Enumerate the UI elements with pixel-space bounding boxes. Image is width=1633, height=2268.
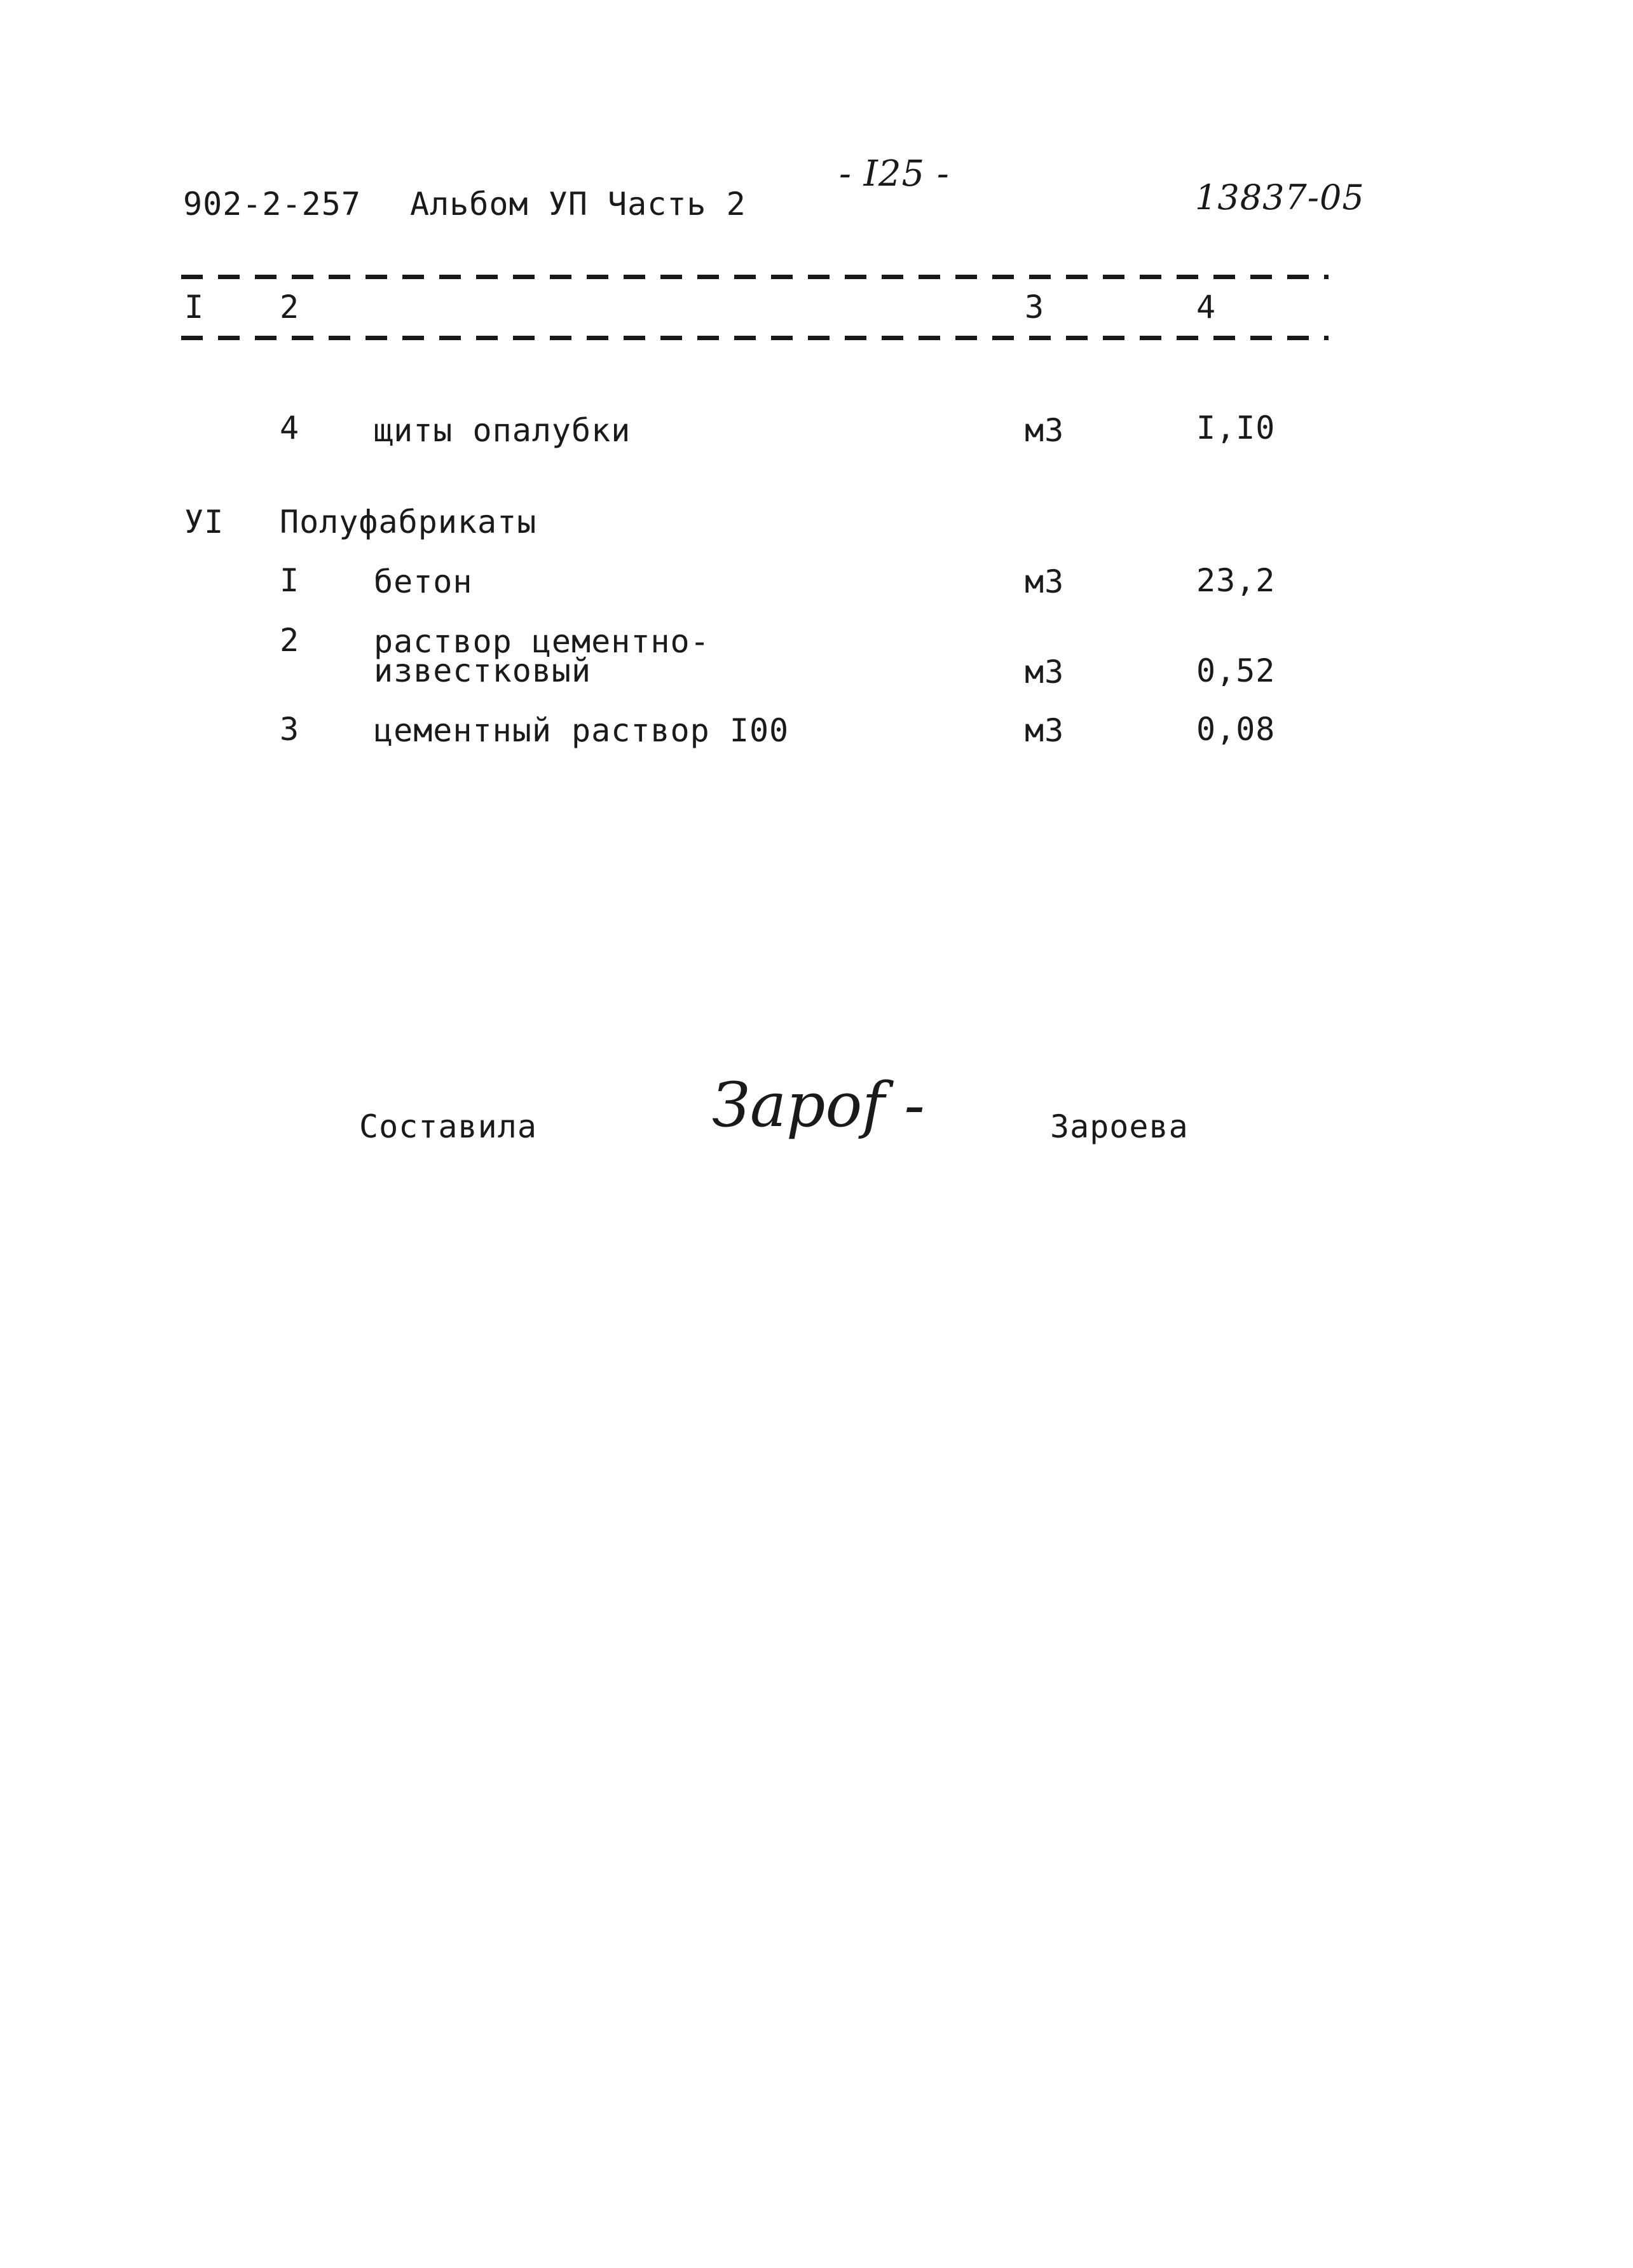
section-row-quantity: 0,08 [1196, 711, 1276, 748]
section-row-name-line2: известковый [374, 652, 592, 689]
column-header-3: 3 [1025, 289, 1045, 326]
row-name: щиты опалубки [374, 412, 631, 449]
compiled-by-label: Составила [359, 1108, 537, 1145]
row-quantity: I,I0 [1196, 409, 1276, 446]
section-row-name: цементный раствор I00 [374, 712, 789, 749]
row-number: 4 [280, 409, 300, 446]
section-row-name: бетон [374, 563, 473, 600]
table-header-rule [181, 336, 1329, 340]
section-row-quantity: 23,2 [1196, 562, 1276, 599]
section-row-number: 3 [280, 711, 300, 748]
compiler-name: Зароева [1050, 1108, 1189, 1145]
section-row-quantity: 0,52 [1196, 652, 1276, 689]
section-number: УI [184, 504, 224, 540]
document-code: 902-2-257 [183, 186, 361, 223]
section-row-number: I [280, 562, 300, 599]
table-top-rule [181, 275, 1329, 279]
section-row-name-line1: раствор цементно- [374, 623, 710, 660]
section-row-number: 2 [280, 622, 300, 659]
column-header-1: I [184, 289, 205, 326]
section-title: Полуфабрикаты [280, 504, 537, 540]
section-row-unit: м3 [1025, 563, 1065, 600]
column-header-4: 4 [1196, 289, 1217, 326]
signature: Зароf - [712, 1069, 925, 1141]
page-number: - I25 - [839, 153, 950, 195]
section-row-unit: м3 [1025, 654, 1065, 691]
inventory-number: 13837-05 [1195, 177, 1365, 217]
section-row-unit: м3 [1025, 712, 1065, 749]
column-header-2: 2 [280, 289, 300, 326]
row-unit: м3 [1025, 412, 1065, 449]
album-title: Альбом УП Часть 2 [410, 186, 746, 223]
